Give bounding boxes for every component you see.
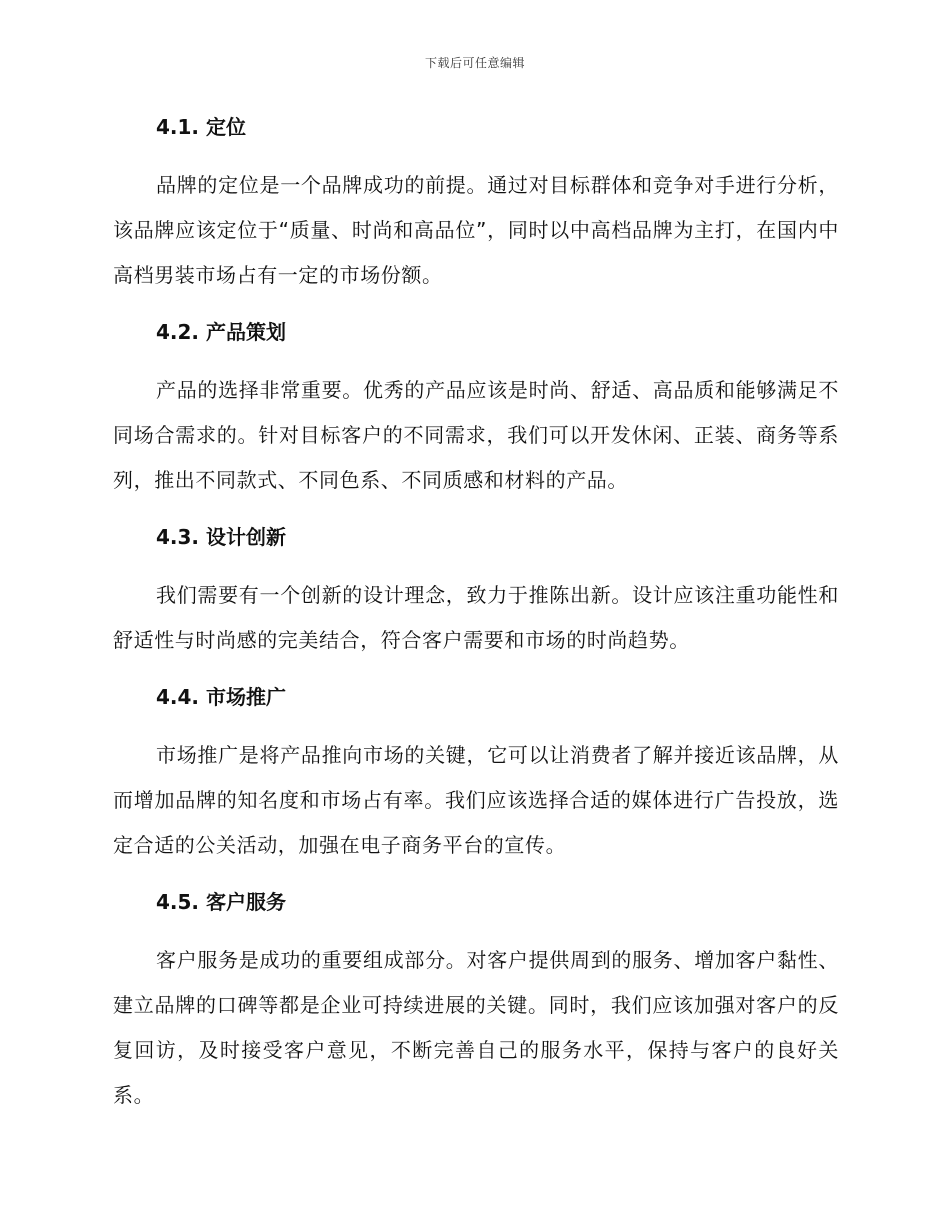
section-paragraph: 市场推广是将产品推向市场的关键，它可以让消费者了解并接近该品牌，从而增加品牌的知名度和市场占有率。我们应该选择合适的媒体进行广告投放，选定合适的公关活动，加强在电子商务平台的宣传。: [113, 743, 839, 857]
section-customer-service: [113, 879, 839, 1118]
section-heading: 4.1. 定位: [156, 115, 246, 139]
header-note: 下载后可任意编辑: [424, 56, 525, 70]
section-heading: 4.4. 市场推广: [156, 685, 286, 709]
section-marketing: [113, 674, 839, 868]
section-paragraph: 我们需要有一个创新的设计理念，致力于推陈出新。设计应该注重功能性和舒适性与时尚感的完美结合，符合客户需要和市场的时尚趋势。: [113, 583, 839, 652]
section-paragraph: 客户服务是成功的重要组成部分。对客户提供周到的服务、增加客户黏性、建立品牌的口碑等都是企业可持续进展的关键。同时，我们应该加强对客户的反复回访，及时接受客户意见，不断完善自己的服务水平，保持与客户的良好关系。: [113, 948, 839, 1107]
section-heading: 4.3. 设计创新: [156, 525, 286, 549]
document-body: [113, 104, 839, 1129]
section-design-innovation: [113, 514, 839, 663]
section-heading: 4.5. 客户服务: [156, 890, 286, 914]
section-heading: 4.2. 产品策划: [156, 320, 286, 344]
section-paragraph: 品牌的定位是一个品牌成功的前提。通过对目标群体和竞争对手进行分析，该品牌应该定位于“质量、时尚和高品位”，同时以中高档品牌为主打，在国内中高档男装市场占有一定的市场份额。: [113, 173, 839, 287]
section-positioning: [113, 104, 839, 298]
section-paragraph: 产品的选择非常重要。优秀的产品应该是时尚、舒适、高品质和能够满足不同场合需求的。针对目标客户的不同需求，我们可以开发休闲、正装、商务等系列，推出不同款式、不同色系、不同质感和材料的产品。: [113, 378, 839, 492]
section-product-planning: [113, 309, 839, 503]
